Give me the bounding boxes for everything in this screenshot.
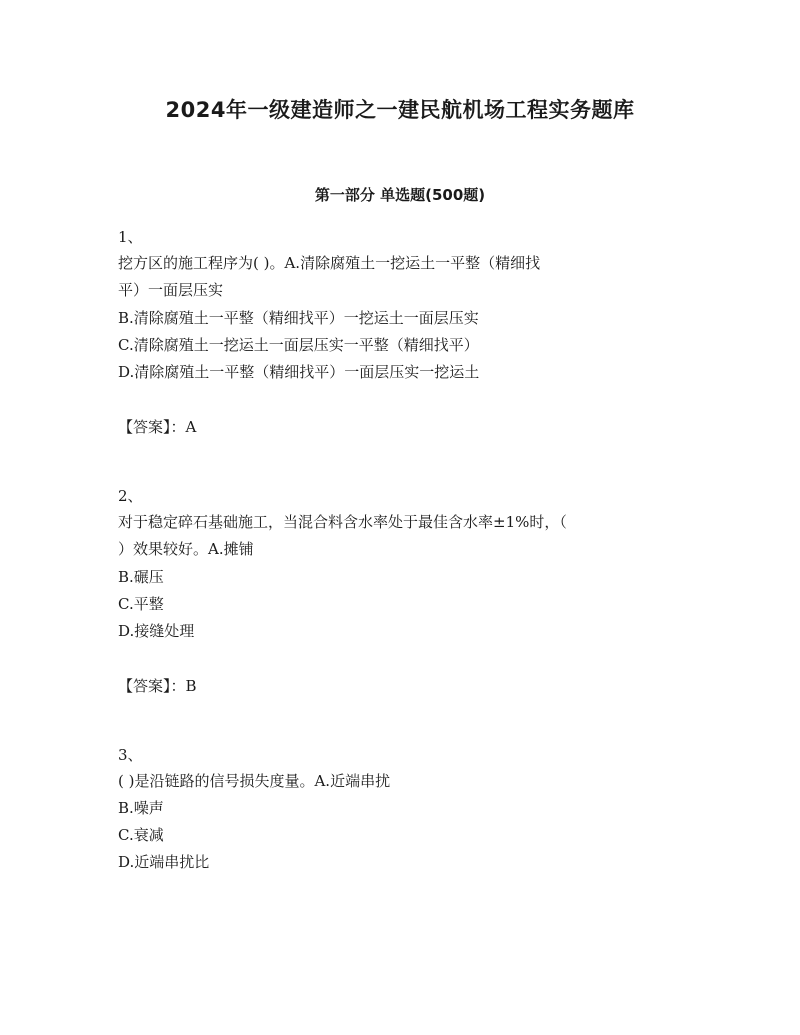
question-1-stem-line-1: 挖方区的施工程序为( )。A.清除腐殖土一挖运土一平整（精细找 [118, 254, 541, 272]
question-2-stem-line-2: ）效果较好。A.摊铺 [118, 540, 254, 558]
question-3-stem-line-1: ( )是沿链路的信号损失度量。A.近端串扰 [118, 772, 391, 790]
question-3-option-c: C.衰减 [118, 826, 164, 844]
question-1-option-d: D.清除腐殖土一平整（精细找平）一面层压实一挖运土 [118, 363, 480, 381]
question-1-stem-line-2: 平）一面层压实 [118, 281, 224, 299]
question-1-option-c: C.清除腐殖土一挖运土一面层压实一平整（精细找平） [118, 336, 479, 354]
question-1-option-b: B.清除腐殖土一平整（精细找平）一挖运土一面层压实 [118, 309, 479, 327]
question-2-stem-line-1: 对于稳定碎石基础施工，当混合料含水率处于最佳含水率±1%时，（ [118, 513, 567, 531]
question-2-option-d: D.接缝处理 [118, 622, 195, 640]
section-title: 第一部分 单选题(500题) [314, 186, 486, 204]
question-3-number: 3、 [118, 746, 143, 764]
question-1-number: 1、 [118, 228, 143, 246]
question-1-answer: 【答案】：A [118, 418, 197, 436]
question-3-option-d: D.近端串扰比 [118, 853, 210, 871]
question-2-answer: 【答案】：B [118, 677, 197, 695]
question-3-option-b: B.噪声 [118, 799, 164, 817]
question-2-option-c: C.平整 [118, 595, 164, 613]
question-2-number: 2、 [118, 487, 143, 505]
question-2-option-b: B.碾压 [118, 568, 164, 586]
document-title: 2024年一级建造师之一建民航机场工程实务题库 [165, 98, 635, 122]
